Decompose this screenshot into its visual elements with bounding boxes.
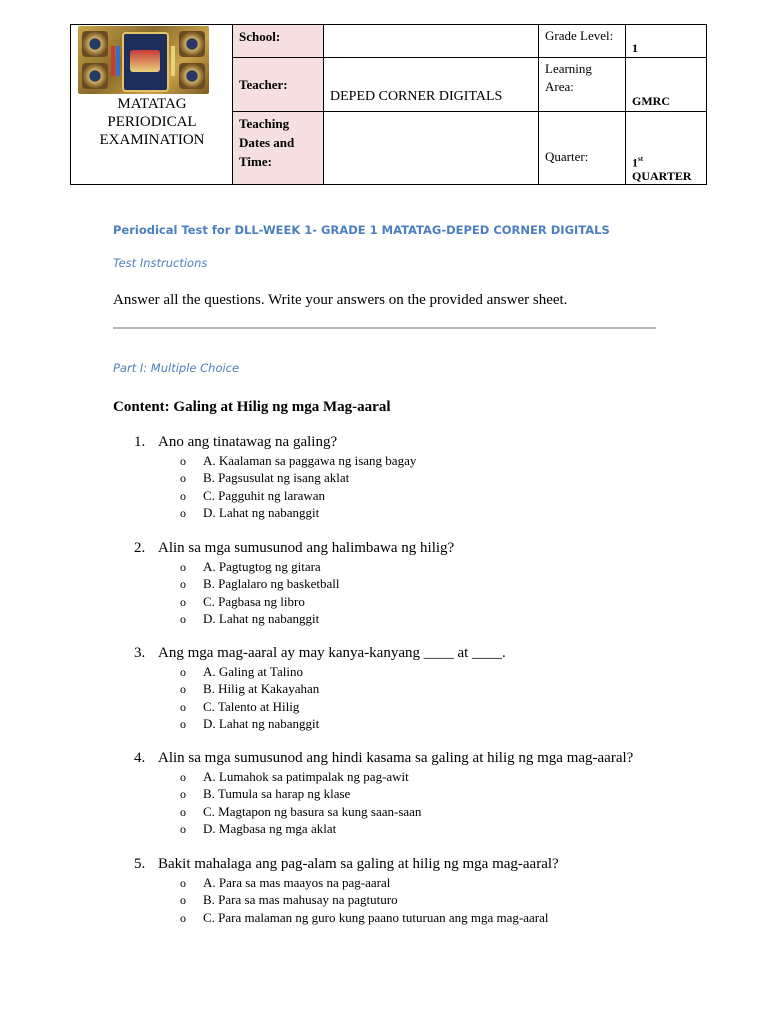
answer-option — [180, 488, 325, 504]
option-text: A. Para sa mas maayos na pag-aaral — [203, 875, 391, 890]
answer-option — [180, 699, 299, 715]
answer-option — [180, 716, 319, 732]
instructions-text: Answer all the questions. Write your answers on the provided answer sheet. — [113, 292, 568, 308]
option-text: B. Hilig at Kakayahan — [203, 681, 320, 697]
option-text: C. Pagbasa ng libro — [203, 593, 305, 609]
answer-option — [180, 611, 319, 627]
option-text: A. Kaalaman sa paggawa ng isang bagay — [203, 453, 417, 468]
option-text: A. Galing at Talino — [203, 664, 303, 679]
bullet-icon: o — [180, 893, 186, 908]
question-text: Ano ang tinatawag na galing? — [158, 434, 338, 450]
answer-option — [180, 664, 303, 680]
bullet-icon: o — [180, 717, 186, 732]
answer-option — [180, 910, 548, 926]
question-text: Alin sa mga sumusunod ang halimbawa ng hilig? — [158, 540, 455, 556]
option-text: A. Lumahok sa patimpalak ng pag-awit — [203, 769, 409, 784]
bullet-icon: o — [180, 560, 186, 574]
bullet-icon: o — [180, 471, 186, 486]
answer-option — [180, 576, 339, 592]
option-text: B. Pagsusulat ng isang aklat — [203, 470, 350, 486]
answer-option — [180, 594, 305, 610]
logo-cell — [71, 25, 233, 185]
content-heading: Content: Galing at Hilig ng mga Mag-aaral — [113, 399, 391, 415]
school-label: School: — [233, 25, 324, 58]
bullet-icon: o — [180, 699, 186, 714]
question-number: 5. — [134, 856, 146, 872]
teacher-label: Teacher: — [233, 58, 324, 112]
learning-area-label: Learning Area: — [539, 58, 626, 112]
question-1 — [134, 434, 337, 451]
bullet-icon: o — [180, 454, 186, 468]
grade-level-value: 1 — [632, 41, 638, 55]
answer-option — [180, 505, 319, 521]
question-text: Ang mga mag-aaral ay may kanya-kanyang ____ at ____. — [158, 645, 506, 661]
bullet-icon: o — [180, 910, 186, 925]
deped-corner-logo — [78, 26, 209, 94]
bullet-icon: o — [180, 822, 186, 837]
exam-title: MATATAG PERIODICAL EXAMINATION — [99, 96, 205, 148]
question-2 — [134, 540, 454, 557]
question-5 — [134, 856, 559, 873]
option-text: B. Para sa mas mahusay na pagtuturo — [203, 892, 398, 908]
answer-option — [180, 786, 350, 802]
option-text: C. Talento at Hilig — [203, 698, 300, 714]
bullet-icon: o — [180, 577, 186, 592]
option-text: C. Magtapon ng basura sa kung saan-saan — [203, 803, 422, 819]
question-number: 3. — [134, 645, 146, 661]
option-text: D. Magbasa ng mga aklat — [203, 821, 337, 837]
bullet-icon: o — [180, 770, 186, 784]
answer-option — [180, 559, 321, 575]
horizontal-divider — [113, 327, 656, 329]
instructions-heading: Test Instructions — [113, 256, 208, 270]
answer-option — [180, 804, 421, 820]
question-3 — [134, 645, 506, 662]
option-text: D. Lahat ng nabanggit — [203, 716, 320, 732]
grade-level-label: Grade Level: — [539, 25, 626, 58]
option-text: B. Tumula sa harap ng klase — [203, 786, 351, 802]
bullet-icon: o — [180, 876, 186, 890]
option-text: D. Lahat ng nabanggit — [203, 611, 320, 627]
option-text: D. Lahat ng nabanggit — [203, 505, 320, 521]
bullet-icon: o — [180, 682, 186, 697]
question-text: Alin sa mga sumusunod ang hindi kasama sa galing at hilig ng mga mag-aaral? — [158, 750, 634, 766]
answer-option — [180, 453, 416, 469]
bullet-icon: o — [180, 665, 186, 679]
teacher-value: DEPED CORNER DIGITALS — [330, 89, 503, 104]
bullet-icon: o — [180, 804, 186, 819]
learning-area-value: GMRC — [632, 94, 670, 108]
answer-option — [180, 821, 336, 837]
bullet-icon: o — [180, 506, 186, 521]
answer-option — [180, 875, 390, 891]
answer-option — [180, 681, 319, 697]
option-text: C. Para malaman ng guro kung paano tuturuan ang mga mag-aaral — [203, 909, 549, 925]
question-4 — [134, 750, 633, 767]
part-heading: Part I: Multiple Choice — [113, 361, 240, 375]
quarter-label: Quarter: — [539, 112, 626, 185]
answer-option — [180, 769, 409, 785]
bullet-icon: o — [180, 787, 186, 802]
question-number: 1. — [134, 434, 146, 450]
bullet-icon: o — [180, 488, 186, 503]
teaching-dates-label: Teaching Dates and Time: — [233, 112, 324, 185]
answer-option — [180, 470, 349, 486]
option-text: A. Pagtugtog ng gitara — [203, 559, 321, 574]
question-number: 4. — [134, 750, 146, 766]
bullet-icon: o — [180, 612, 186, 627]
header-table — [70, 24, 707, 185]
document-title: Periodical Test for DLL-WEEK 1- GRADE 1 MATATAG-DEPED CORNER DIGITALS — [113, 223, 610, 237]
teaching-dates-value — [324, 112, 539, 185]
question-text: Bakit mahalaga ang pag-alam sa galing at hilig ng mga mag-aaral? — [158, 856, 559, 872]
answer-option — [180, 892, 398, 908]
quarter-value: 1st QUARTER — [626, 112, 707, 185]
option-text: C. Pagguhit ng larawan — [203, 487, 326, 503]
bullet-icon: o — [180, 594, 186, 609]
option-text: B. Paglalaro ng basketball — [203, 576, 340, 592]
school-value — [324, 25, 539, 58]
question-number: 2. — [134, 540, 146, 556]
